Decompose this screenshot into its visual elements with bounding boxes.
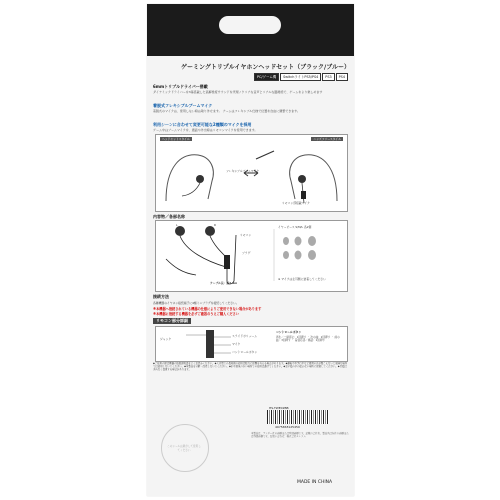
barcode-number: 4975658125459 bbox=[275, 425, 300, 429]
remote-label-mic: マイク bbox=[232, 342, 241, 346]
remote-diagram bbox=[176, 327, 256, 361]
feature2-title: 着脱式フレキシブルブームマイク bbox=[153, 103, 213, 108]
boom-mic-label: フレキシブルブームマイク bbox=[226, 169, 260, 173]
tag: PS4 bbox=[336, 73, 348, 81]
remote-label-control: コントロールボタン bbox=[232, 350, 258, 354]
scene-left-label: ヘッドセットスタイル bbox=[162, 137, 190, 141]
contents-title: 内容物／各部名称 bbox=[153, 214, 185, 219]
remote-label: リモコン bbox=[240, 233, 252, 237]
package-header bbox=[147, 4, 354, 56]
warning-red-2: ※本機器に接続する機器を必ずご確認のうえご購入ください bbox=[153, 312, 239, 316]
remote-label-volume: スライドボリューム bbox=[232, 334, 258, 338]
scene-right-label: ハンズフリースタイル bbox=[313, 137, 341, 141]
plug-label: プラグ bbox=[242, 251, 251, 255]
label-r: R bbox=[214, 223, 216, 227]
sticker-text: このシールは剥がして使用してください bbox=[167, 445, 201, 452]
control-button-title: コントロールボタン bbox=[276, 330, 302, 334]
head-illustration bbox=[156, 141, 347, 211]
product-title: ゲーミングトリプルイヤホンヘッドセット（ブラック/ブルー） bbox=[181, 64, 350, 71]
made-in-label: MADE IN CHINA bbox=[297, 480, 333, 485]
cable-length-label: ケーブル長：約1.2m bbox=[210, 281, 238, 285]
warning-text: ◆ご使用の際は機器の取扱説明書をよくお読みください。◆大音量での長時間の使用は聴力に影響を与える場合があります。◆運転中や歩行中など周囲の音が聞こえないと危険な場所では使用しないでください。◆本製品を分解・改造しないでください。◆水や湿気の多い場所での使用は避けてください。◆お子様の手の届かない場所に保管してください。◆仕様は予告なく変更する場合があります。 bbox=[153, 362, 348, 372]
label-l: L bbox=[176, 223, 178, 227]
usage-title: 接続方法 bbox=[153, 294, 169, 299]
barcode bbox=[267, 410, 329, 424]
remote-mic-label: リモコン部搭載マイク bbox=[282, 201, 310, 205]
tag: SwitchライトPS5/PS4 bbox=[280, 73, 321, 81]
mic-note: ※ マイクは左耳側に装着してください bbox=[278, 277, 326, 281]
control-button-text: 再生／一時停止：1回押す ・ 次の曲：2回押す ・ 前の曲：3回押す ・ 着信応答／終話：1回押す bbox=[276, 336, 340, 343]
model-number: HS-TWE02BB bbox=[269, 406, 289, 410]
ear-tips-label: イヤーピース S/M/L 各2個 bbox=[278, 225, 312, 229]
feature3-text: ゲーム中はブームマイクを、通話や外出時はリモコンマイクを使用できます。 bbox=[153, 128, 258, 132]
hang-hole bbox=[219, 16, 281, 34]
compatibility-tags bbox=[254, 73, 348, 81]
remote-detail-title: リモコン部分詳細 bbox=[153, 318, 191, 324]
feature1-text: ダイナミックドライバーを3基搭載した高解像度サウンドを実現 / クリアな音声とリアルな臨場感で、ゲームをより楽しめます bbox=[153, 90, 323, 94]
warning-red-1: ※本機器へ接続されている機器の仕様によりご使用できない場合があります bbox=[153, 307, 262, 311]
usage-scene-panel bbox=[155, 134, 348, 212]
feature1-title: 6mmトリプルドライバー搭載 bbox=[153, 84, 208, 89]
feature2-text: 着脱式のマイクは、使用しない時は取り外せます。 アームはフレキシブル仕様で位置を自由に調整できます。 bbox=[153, 109, 300, 113]
product-package bbox=[147, 4, 354, 496]
contents-panel bbox=[155, 220, 348, 292]
fine-print: 本製品は、アンダー社の商標または登録商標です。記載の会社名、製品名は各社の商標または登録商標です。お問い合わせ：株式会社エレコム bbox=[251, 432, 349, 439]
tag: PC/ゲーム機 bbox=[254, 73, 279, 81]
remote-detail-panel bbox=[155, 326, 348, 362]
remote-label-jack: ジャック bbox=[160, 337, 172, 341]
tag: PS3 bbox=[322, 73, 334, 81]
feature3-title: 利用シーンに合わせて変更可能な2種類のマイクを採用 bbox=[153, 122, 252, 127]
usage-text: 各種機器のイヤホン接続端子に4極ミニプラグを接続してください。 bbox=[153, 301, 239, 305]
